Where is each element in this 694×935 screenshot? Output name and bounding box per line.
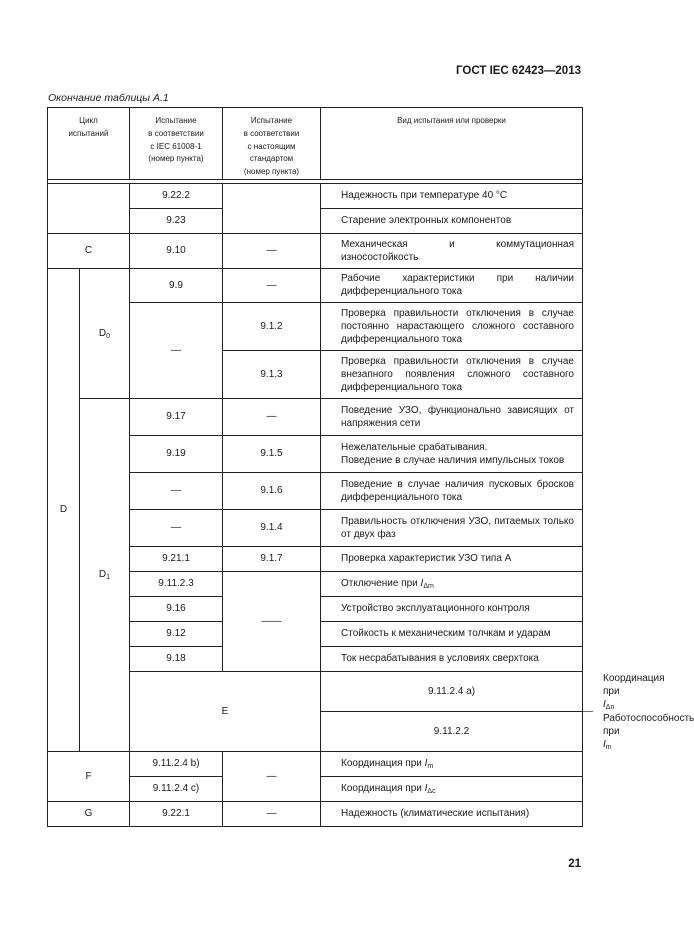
- test-description: Ток несрабатывания в условиях сверхтока: [321, 646, 583, 671]
- iec-clause: 9.19: [130, 435, 223, 472]
- std-clause: —: [223, 398, 321, 435]
- description-line: Нежелательные срабатывания.: [341, 441, 488, 453]
- iec-clause: 9.22.2: [130, 183, 223, 208]
- std-clause: 9.1.6: [223, 472, 321, 509]
- page-number: 21: [568, 858, 581, 870]
- sub-cycle-label: D: [98, 569, 107, 581]
- test-description: Правильность отключения УЗО, питаемых только от двух фаз: [321, 509, 583, 546]
- std-clause: —: [223, 233, 321, 268]
- test-description: [321, 751, 583, 776]
- table-row: E 9.11.2.4 а) — Координация при $I_{\Delta n}$: [48, 671, 583, 711]
- header-cycle: [48, 108, 130, 180]
- test-description: Механическая и коммутационная износостойкость: [321, 233, 583, 268]
- description-text: Координация при: [341, 783, 425, 795]
- current-subscript: Δn: [605, 703, 615, 711]
- table-row: [48, 751, 583, 776]
- test-description: Надежность (климатические испытания): [321, 801, 583, 826]
- iec-clause: 9.22.1: [130, 801, 223, 826]
- iec-clause: —: [130, 472, 223, 509]
- sub-cycle-index: 0: [106, 332, 111, 340]
- iec-clause: 9.11.2.4 с): [130, 776, 223, 801]
- description-text: Координация при: [341, 758, 425, 770]
- table-row: [48, 268, 583, 302]
- std-clause: 9.1.3: [223, 350, 321, 398]
- sub-cycle-index: 1: [106, 574, 111, 582]
- table-row: [48, 801, 583, 826]
- sub-cycle-cell: [80, 268, 130, 398]
- table-row: [48, 398, 583, 435]
- cycle-cell: C: [48, 233, 130, 268]
- test-description: Поведение УЗО, функционально зависящих от напряжения сети: [321, 398, 583, 435]
- cycle-cell-blank: [48, 183, 130, 233]
- iec-clause: 9.12: [130, 621, 223, 646]
- iec-clause: 9.16: [130, 596, 223, 621]
- test-description: [321, 435, 583, 472]
- test-description: Старение электронных компонентов: [321, 208, 583, 233]
- header-standard: [223, 108, 321, 180]
- test-description: Проверка правильности отключения в случае постоянно нарастающего сложного составного дифференциального тока: [321, 302, 583, 350]
- current-symbol: I: [603, 698, 606, 710]
- header-iec: [130, 108, 223, 180]
- document-number: ГОСТ IEC 62423—2013: [456, 65, 581, 77]
- test-description: Рабочие характеристики при наличии дифференциального тока: [321, 268, 583, 302]
- current-symbol: I: [603, 738, 606, 750]
- description-line: Поведение в случае наличия импульсных токов: [341, 454, 565, 466]
- table-row: [48, 183, 583, 208]
- test-description: Устройство эксплуатационного контроля: [321, 596, 583, 621]
- iec-clause: 9.23: [130, 208, 223, 233]
- current-subscript: Δm: [423, 583, 434, 591]
- std-clause: ——: [223, 571, 321, 671]
- description-text: Работоспособность при: [603, 712, 694, 737]
- header-iec-line: (номер пункта): [148, 154, 204, 164]
- iec-clause: 9.11.2.2: [321, 711, 583, 751]
- header-cycle-line: испытаний: [68, 128, 109, 138]
- header-iec-line: Испытание: [155, 116, 197, 125]
- iec-clause: —: [130, 302, 223, 398]
- test-description: Проверка правильности отключения в случае внезапного появления сложного составного дифференциального тока: [321, 350, 583, 398]
- header-test-type: Вид испытания или проверки: [321, 108, 583, 180]
- header-iec-line: с IEC 61008-1: [150, 141, 202, 151]
- iec-clause: 9.18: [130, 646, 223, 671]
- description-text: Координация при: [603, 672, 665, 697]
- test-description: Стойкость к механическим толчкам и ударам: [321, 621, 583, 646]
- iec-clause: 9.10: [130, 233, 223, 268]
- header-std-line: Испытание: [250, 116, 293, 125]
- std-clause: —: [223, 801, 321, 826]
- iec-clause: —: [130, 509, 223, 546]
- current-symbol: I: [424, 783, 428, 795]
- iec-clause: 9.21.1: [130, 546, 223, 571]
- cycle-cell: D: [48, 268, 80, 751]
- test-description: Поведение в случае наличия пусковых бросков дифференциального тока: [321, 472, 583, 509]
- header-cycle-line: Цикл: [79, 116, 98, 125]
- cycle-cell: G: [48, 801, 130, 826]
- iec-clause: 9.11.2.4 b): [130, 751, 223, 776]
- std-clause: [223, 183, 321, 233]
- current-subscript: m: [427, 763, 434, 771]
- cycle-cell: F: [48, 751, 130, 801]
- iec-clause: 9.11.2.4 а): [321, 671, 583, 711]
- description-text: Отключение при: [341, 578, 421, 590]
- table-row: [48, 233, 583, 268]
- table-header-row: [48, 108, 583, 180]
- test-description: Проверка характеристик УЗО типа А: [321, 546, 583, 571]
- header-std-line: стандартом: [249, 154, 294, 164]
- iec-clause: 9.9: [130, 268, 223, 302]
- iec-clause: 9.17: [130, 398, 223, 435]
- header-std-line: с настоящим: [247, 141, 296, 151]
- header-std-line: (номер пункта): [243, 167, 300, 177]
- current-subscript: m: [605, 743, 612, 751]
- current-symbol: I: [424, 758, 428, 770]
- header-iec-line: в соответствии: [148, 128, 204, 138]
- std-clause: 9.1.5: [223, 435, 321, 472]
- test-description: Надежность при температуре 40 °С: [321, 183, 583, 208]
- test-description: [321, 571, 583, 596]
- std-clause: —: [223, 751, 321, 801]
- current-symbol: I: [420, 578, 424, 590]
- cycle-cell: E: [130, 671, 321, 751]
- sub-cycle-label: D: [98, 327, 107, 339]
- test-description: [321, 776, 583, 801]
- std-clause: 9.1.2: [223, 302, 321, 350]
- current-subscript: Δc: [427, 788, 436, 796]
- std-clause: 9.1.7: [223, 546, 321, 571]
- sub-cycle-cell: [80, 398, 130, 751]
- header-std-line: в соответствии: [243, 128, 300, 138]
- iec-clause: 9.11.2.3: [130, 571, 223, 596]
- std-clause: 9.1.4: [223, 509, 321, 546]
- table-caption: Окончание таблицы А.1: [48, 92, 169, 104]
- std-clause: —: [223, 268, 321, 302]
